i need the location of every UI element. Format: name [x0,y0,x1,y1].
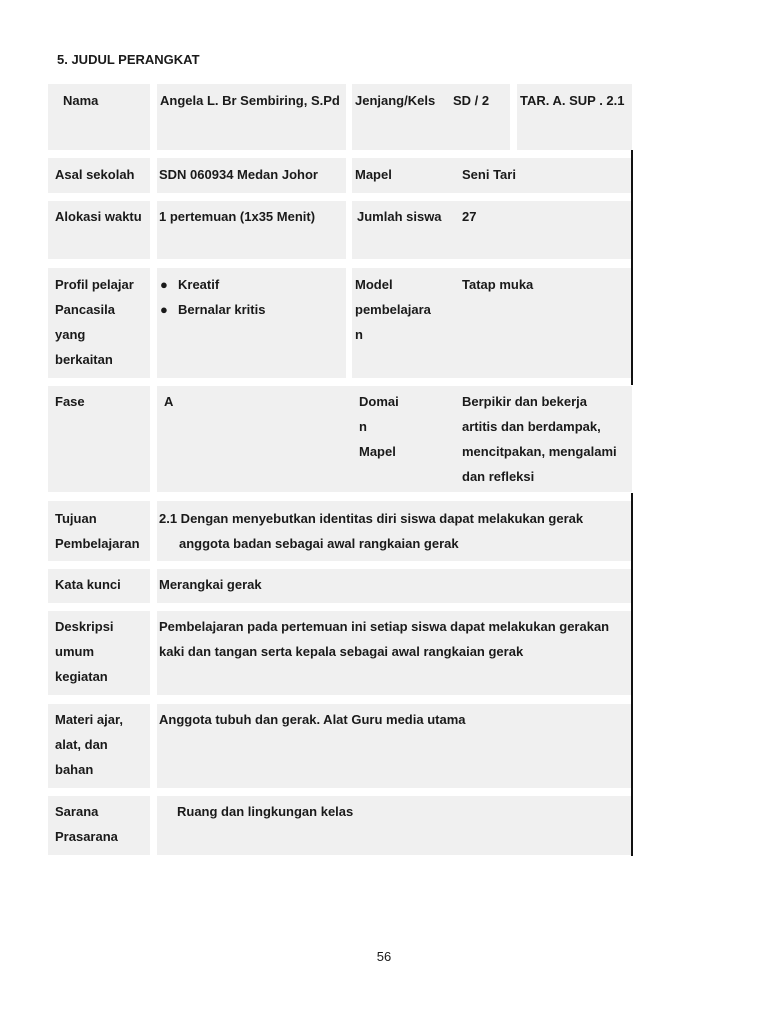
mapel-value: Seni Tari [462,167,516,182]
asal-sekolah-value-cell [157,158,346,193]
alokasi-value-cell [157,201,346,259]
alokasi-value: 1 pertemuan (1x35 Menit) [159,209,316,224]
domain-label-line: Domai [359,394,399,409]
model-label-line: Model [355,277,393,292]
sarana-label-cell [48,796,150,855]
fase-label: Fase [55,394,85,409]
section-heading: 5. JUDUL PERANGKAT [57,52,200,67]
domain-value-line: mencitpakan, mengalami [462,444,617,459]
code-cell [517,84,632,150]
model-value: Tatap muka [462,277,534,292]
deskripsi-label-line: Deskripsi [55,619,114,634]
sarana-label-line: Sarana [55,804,99,819]
deskripsi-label-line: umum [55,644,94,659]
nama-value-cell [157,84,346,150]
profil-item-text: Bernalar kritis [178,302,266,317]
deskripsi-value-line: Pembelajaran pada pertemuan ini setiap siswa dapat melakukan gerakan [159,619,610,634]
deskripsi-label-line: kegiatan [55,669,108,684]
domain-value-line: artitis dan berdampak, [462,419,601,434]
fase-domain-cell [157,386,632,492]
profil-value-cell [157,268,346,378]
tujuan-value-line: 2.1 Dengan menyebutkan identitas diri siswa dapat melakukan gerak [159,511,584,526]
kata-kunci-value: Merangkai gerak [159,577,262,592]
bullet-icon: ● [160,277,168,292]
kata-kunci-label-cell [48,569,150,603]
tujuan-label-line: Pembelajaran [55,536,140,551]
model-label-line: n [355,327,363,342]
profil-label-cell [48,268,150,378]
asal-sekolah-label: Asal sekolah [55,167,135,182]
tujuan-label-cell [48,501,150,561]
jumlah-siswa-label: Jumlah siswa [357,209,442,224]
kata-kunci-value-cell [157,569,631,603]
jumlah-siswa-value: 27 [462,209,477,224]
asal-sekolah-value: SDN 060934 Medan Johor [159,167,318,182]
jenjang-label: Jenjang/Kels [355,93,436,108]
sarana-value: Ruang dan lingkungan kelas [177,804,354,819]
deskripsi-value-cell [157,611,631,695]
profil-list-item [160,297,265,322]
profil-item-text: Kreatif [178,277,220,292]
materi-label-line: bahan [55,762,94,777]
domain-label-line: Mapel [359,444,396,459]
nama-value: Angela L. Br Sembiring, S.Pd [160,93,340,108]
bullet-icon: ● [160,302,168,317]
table-right-border [631,150,633,385]
materi-label-line: Materi ajar, [55,712,123,727]
alokasi-label-cell [48,201,150,259]
table-right-border [631,493,633,856]
materi-label-line: alat, dan [55,737,108,752]
profil-list-item [160,272,219,297]
profil-label-line: berkaitan [55,352,113,367]
tujuan-value-cell [157,501,631,561]
profil-label-line: yang [55,327,86,342]
domain-value-line: Berpikir dan bekerja [462,394,587,409]
jenjang-cell [352,84,510,150]
nama-label-cell [48,84,150,150]
sarana-label-line: Prasarana [55,829,118,844]
materi-value-cell [157,704,631,788]
model-cell [352,268,631,378]
domain-value-line: dan refleksi [462,469,535,484]
tujuan-value-line: anggota badan sebagai awal rangkaian gerak [179,536,459,551]
profil-label-line: Pancasila [55,302,115,317]
domain-label-line: n [359,419,367,434]
mapel-cell [352,158,631,193]
page-number: 56 [376,949,392,964]
mapel-label: Mapel [355,167,392,182]
kata-kunci-label: Kata kunci [55,577,121,592]
asal-sekolah-label-cell [48,158,150,193]
document-code: TAR. A. SUP . 2.1 [520,93,625,108]
jumlah-siswa-cell [352,201,631,259]
materi-label-cell [48,704,150,788]
jenjang-value: SD / 2 [453,93,490,108]
materi-value: Anggota tubuh dan gerak. Alat Guru media utama [159,712,466,727]
fase-value: A [164,394,174,409]
nama-label: Nama [63,93,99,108]
fase-label-cell [48,386,150,492]
deskripsi-value-line: kaki dan tangan serta kepala sebagai awal rangkaian gerak [159,644,524,659]
sarana-value-cell [157,796,631,855]
model-label-line: pembelajara [355,302,431,317]
tujuan-label-line: Tujuan [55,511,97,526]
deskripsi-label-cell [48,611,150,695]
alokasi-label: Alokasi waktu [55,209,142,224]
profil-label-line: Profil pelajar [55,277,134,292]
